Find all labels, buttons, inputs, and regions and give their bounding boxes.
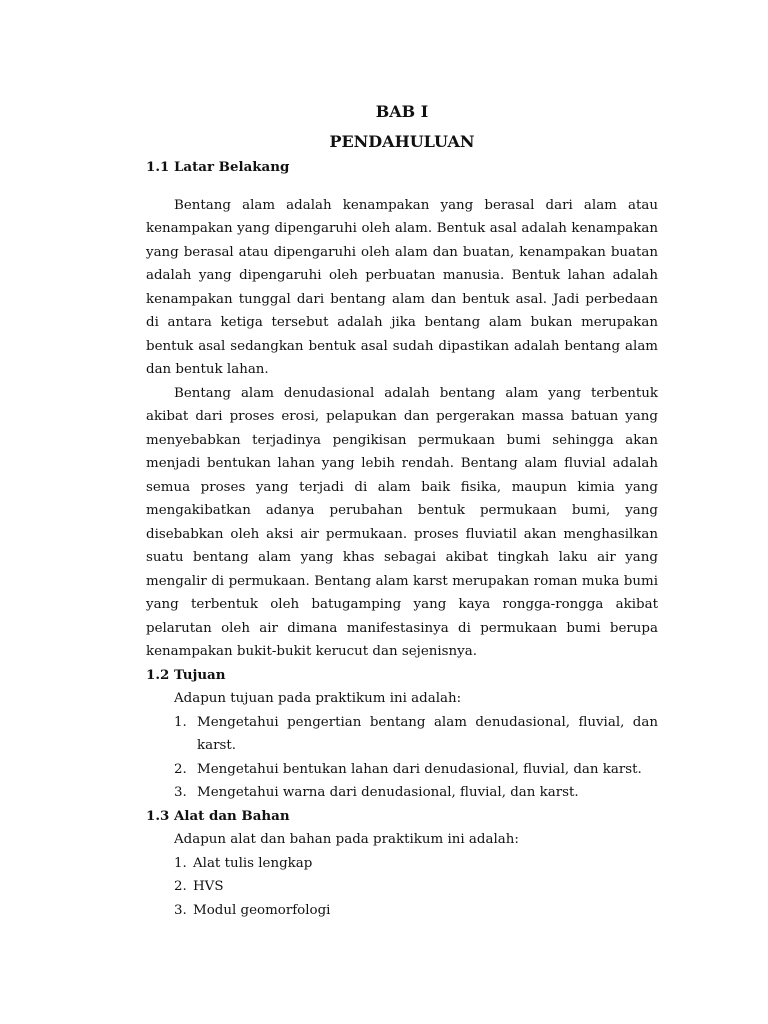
list-number: 2.	[174, 879, 187, 894]
section-title: Tujuan	[174, 666, 226, 683]
list-item	[174, 899, 658, 923]
list-number: 1.	[174, 714, 187, 730]
list-text: HVS	[193, 879, 224, 894]
list-text: Mengetahui bentukan lahan dari denudasional, fluvial, dan karst.	[197, 761, 642, 777]
alat-list	[146, 852, 658, 923]
section-title: Latar Belakang	[174, 159, 290, 175]
list-number: 2.	[174, 761, 187, 777]
section-number: 1.2	[146, 666, 170, 683]
chapter-title: PENDAHULUAN	[329, 132, 475, 151]
section-heading-alat-dan-bahan	[146, 805, 658, 829]
section-heading-tujuan	[146, 664, 658, 688]
chapter-label: BAB I	[375, 102, 429, 121]
list-text: Modul geomorfologi	[193, 902, 331, 918]
list-item	[174, 711, 658, 758]
list-text: Mengetahui pengertian bentang alam denudasional, fluvial, dan karst.	[197, 714, 658, 753]
section-intro: Adapun tujuan pada praktikum ini adalah:	[174, 691, 462, 706]
section-number: 1.3	[146, 807, 170, 824]
paragraph: Bentang alam adalah kenampakan yang berasal dari alam atau kenampakan yang dipengaruhi oleh alam. Bentuk asal adalah kenampakan yang berasal atau dipengaruhi oleh alam dan buatan, kenampakan buatan adalah yang dipengaruhi oleh perbuatan manusia. Bentuk lahan adalah kenampakan tunggal dari bentang alam dan bentuk asal. Jadi perbedaan di antara ketiga tersebut adalah jika bentang alam bukan merupakan bentuk asal sedangkan bentuk asal sudah dipastikan adalah bentang alam dan bentuk lahan.	[146, 197, 658, 377]
tujuan-list	[146, 711, 658, 805]
section-title: Alat dan Bahan	[174, 807, 290, 824]
section-number: 1.1	[146, 159, 170, 175]
list-item	[174, 875, 658, 899]
section-intro: Adapun alat dan bahan pada praktikum ini adalah:	[174, 832, 519, 847]
paragraph: Bentang alam denudasional adalah bentang alam yang terbentuk akibat dari proses erosi, pelapukan dan pergerakan massa batuan yang menyebabkan terjadinya pengikisan permukaan bumi sehingga akan menjadi bentukan lahan yang lebih rendah. Bentang alam fluvial adalah semua proses yang terjadi di alam baik fisika, maupun kimia yang mengakibatkan adanya perubahan bentuk permukaan bumi, yang disebabkan oleh aksi air permukaan. proses fluviatil akan menghasilkan suatu bentang alam yang khas sebagai akibat tingkah laku air yang mengalir di permukaan. Bentang alam karst merupakan roman muka bumi yang terbentuk oleh batugamping yang kaya rongga-rongga akibat pelarutan oleh air dimana manifestasinya di permukaan bumi berupa kenampakan bukit-bukit kerucut dan sejenisnya.	[146, 385, 658, 659]
document-page	[146, 98, 658, 922]
list-item	[174, 781, 658, 805]
list-text: Mengetahui warna dari denudasional, fluvial, dan karst.	[197, 785, 579, 800]
list-number: 1.	[174, 855, 187, 871]
list-item	[174, 852, 658, 876]
list-number: 3.	[174, 785, 187, 800]
list-text: Alat tulis lengkap	[193, 855, 313, 871]
section-heading-latar-belakang	[146, 156, 658, 180]
list-item	[174, 758, 658, 782]
list-number: 3.	[174, 902, 187, 918]
